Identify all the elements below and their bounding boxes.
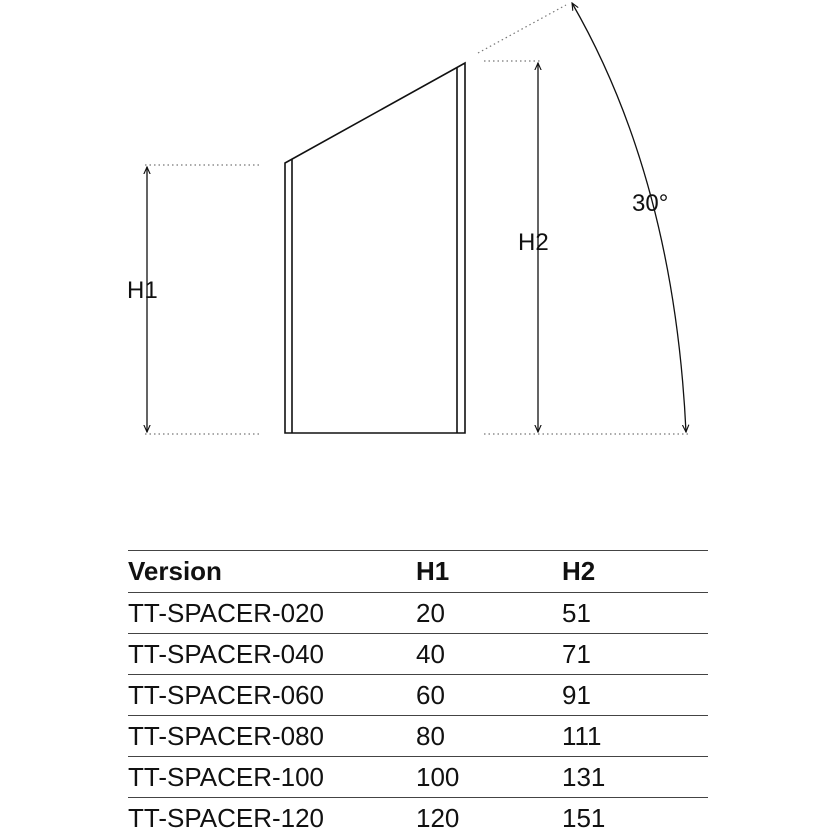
table-header-row	[128, 551, 708, 593]
cell-h2: 91	[562, 675, 708, 716]
table-row	[128, 675, 708, 716]
cell-h2: 71	[562, 634, 708, 675]
header-h2: H2	[562, 551, 708, 593]
cell-h2: 131	[562, 757, 708, 798]
header-h1: H1	[416, 551, 562, 593]
h2-label: H2	[518, 229, 549, 256]
cell-h1: 20	[416, 593, 562, 634]
header-version: Version	[128, 551, 416, 593]
cell-version: TT-SPACER-060	[128, 675, 416, 716]
cell-h1: 60	[416, 675, 562, 716]
cell-h1: 120	[416, 798, 562, 838]
cell-version: TT-SPACER-020	[128, 593, 416, 634]
spacer-outline	[285, 63, 465, 433]
cell-h2: 51	[562, 593, 708, 634]
angle-label: 30°	[632, 190, 668, 217]
table-row	[128, 757, 708, 798]
table-row	[128, 593, 708, 634]
cell-h1: 100	[416, 757, 562, 798]
cell-version: TT-SPACER-040	[128, 634, 416, 675]
h1-label: H1	[127, 277, 158, 304]
spacer-spec-table	[128, 550, 708, 838]
spacer-profile	[285, 63, 465, 433]
slope-extension	[478, 5, 566, 53]
angle-arc	[572, 3, 686, 432]
table-row	[128, 716, 708, 757]
cell-h1: 40	[416, 634, 562, 675]
cell-version: TT-SPACER-120	[128, 798, 416, 838]
cell-version: TT-SPACER-100	[128, 757, 416, 798]
table-row	[128, 798, 708, 838]
cell-h2: 151	[562, 798, 708, 838]
table-row	[128, 634, 708, 675]
cell-version: TT-SPACER-080	[128, 716, 416, 757]
cell-h2: 111	[562, 716, 708, 757]
cell-h1: 80	[416, 716, 562, 757]
